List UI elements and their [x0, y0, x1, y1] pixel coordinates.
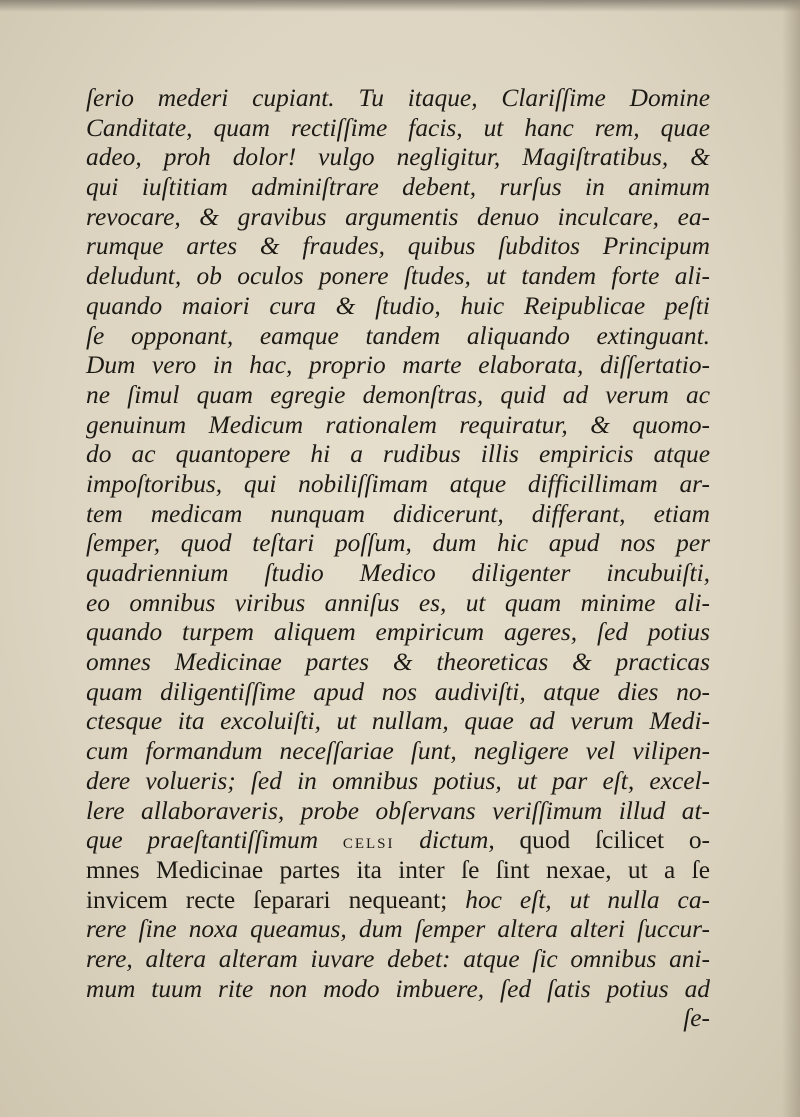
text-run: ſe opponant, eamque tandem aliquando extinguant.: [86, 321, 710, 350]
text-line: [86, 797, 710, 827]
text-run: do ac quantopere hi a rudibus illis empiricis atque: [86, 440, 710, 469]
text-line: [86, 856, 710, 886]
text-run: dictum,: [394, 826, 495, 855]
text-run: qui iuſtitiam adminiſtrare debent, rurſus in animum: [86, 173, 710, 202]
text-line: [86, 500, 710, 530]
text-run: celsi: [342, 828, 395, 854]
text-run: ſerio mederi cupiant. Tu itaque, Clariſſime Domine: [86, 84, 710, 112]
text-run: quando turpem aliquem empiricum ageres, ſed potius: [86, 618, 710, 647]
text-line: [86, 470, 710, 500]
text-run: quod ſcilicet o-: [494, 826, 710, 855]
text-line: [86, 114, 710, 144]
text-line: [86, 826, 710, 856]
text-line: [86, 767, 710, 797]
text-line: [86, 351, 710, 381]
text-run: dere volueris; ſed in omnibus potius, ut par eſt, excel-: [86, 766, 710, 795]
text-line: [86, 618, 710, 648]
text-run: genuinum Medicum rationalem requiratur, & quomo-: [86, 410, 710, 439]
text-line: [86, 381, 710, 411]
text-run: mnes Medicinae partes ita inter ſe ſint nexae, ut a ſe: [86, 855, 710, 884]
text-line: [86, 262, 710, 292]
text-run: deludunt, ob oculos ponere ſtudes, ut tandem forte ali-: [86, 262, 710, 291]
text-line: [86, 322, 710, 352]
text-run: quadriennium ſtudio Medico diligenter incubuiſti,: [86, 559, 710, 587]
text-line: [86, 945, 710, 975]
text-run: que praeſtantiſſimum: [86, 826, 343, 855]
text-line: [86, 292, 710, 322]
text-run: revocare, & gravibus argumentis denuo inculcare, ea-: [86, 202, 710, 231]
text-run: quando maiori cura & ſtudio, huic Reipublicae peſti: [86, 291, 710, 320]
text-run: hoc eſt, ut nulla ca-: [465, 885, 710, 914]
text-run: impoſtoribus, qui nobiliſſimam atque difficillimam ar-: [86, 469, 710, 498]
text-line: [86, 678, 710, 708]
text-run: Canditate, quam rectiſſime facis, ut hanc rem, quae: [86, 113, 710, 142]
text-line: [86, 589, 710, 619]
text-run: lere allaboraveris, probe obſervans veriſſimum illud at-: [86, 796, 710, 825]
text-run: rere, altera alteram iuvare debet: atque ſic omnibus ani-: [86, 944, 710, 973]
text-line: [86, 886, 710, 916]
text-run: invicem recte ſeparari nequeant;: [86, 885, 466, 914]
text-line: [86, 173, 710, 203]
text-run: rumque artes & fraudes, quibus ſubditos Principum: [86, 232, 710, 261]
text-line: [86, 143, 710, 173]
text-line: [86, 232, 710, 262]
text-line: [86, 440, 710, 470]
text-line: [86, 648, 710, 678]
text-run: Dum vero in hac, proprio marte elaborata, diſſertatio-: [86, 351, 710, 380]
text-run: adeo, proh dolor! vulgo negligitur, Magiſtratibus, &: [86, 143, 710, 172]
text-run: ctesque ita excoluiſti, ut nullam, quae ad verum Medi-: [86, 707, 710, 736]
text-line: [86, 707, 710, 737]
text-line: [86, 975, 710, 1005]
text-line: [86, 529, 710, 559]
catchword: ſe-: [683, 1004, 710, 1033]
text-run: eo omnibus viribus anniſus es, ut quam minime ali-: [86, 588, 710, 617]
body-text: [86, 84, 710, 1034]
text-line: [86, 84, 710, 114]
text-run: quam diligentiſſime apud nos audiviſti, atque dies no-: [86, 677, 710, 706]
text-run: mum tuum rite non modo imbuere, ſed ſatis potius ad: [86, 974, 710, 1003]
text-run: tem medicam nunquam didicerunt, differant, etiam: [86, 499, 710, 528]
text-line: [86, 559, 710, 589]
text-run: rere ſine noxa queamus, dum ſemper altera alteri ſuccur-: [86, 915, 710, 944]
text-line: [86, 915, 710, 945]
text-line: [86, 411, 710, 441]
text-run: ſemper, quod teſtari poſſum, dum hic apud nos per: [86, 529, 710, 558]
text-run: cum formandum neceſſariae ſunt, negligere vel vilipen-: [86, 737, 710, 766]
text-line: [86, 203, 710, 233]
text-run: ne ſimul quam egregie demonſtras, quid ad verum ac: [86, 380, 710, 409]
text-line: [86, 737, 710, 767]
text-run: omnes Medicinae partes & theoreticas & practicas: [86, 648, 710, 677]
